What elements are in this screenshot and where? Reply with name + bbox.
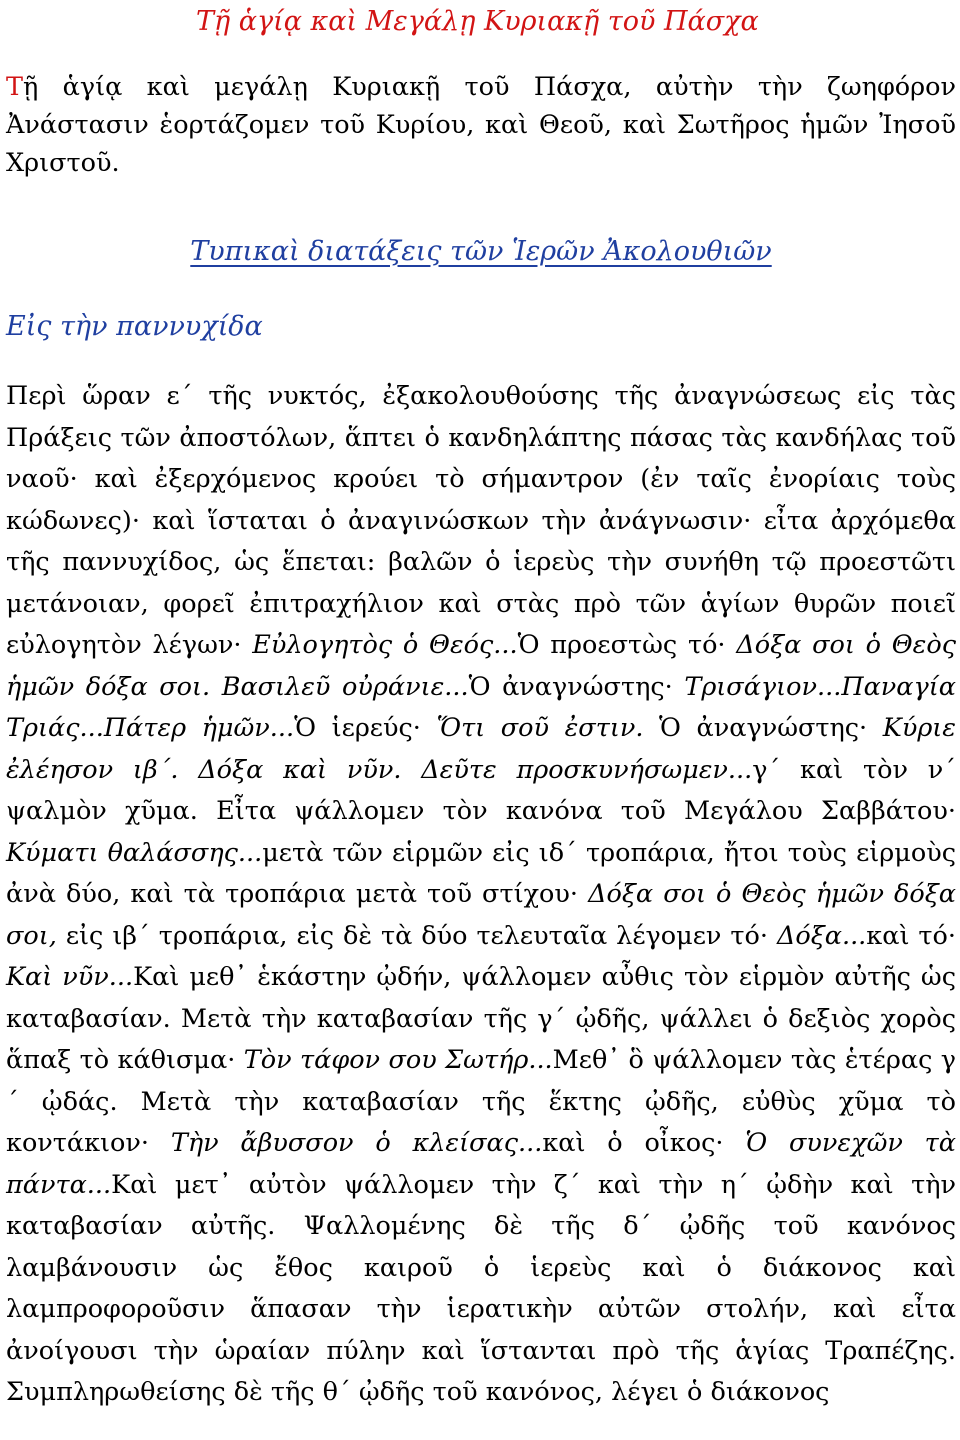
italic-text-run: Τρισάγιον...Παναγία Τριάς...Πάτερ ἡμῶν... bbox=[6, 671, 956, 743]
italic-text-run: Καὶ νῦν... bbox=[6, 962, 134, 992]
italic-text-run: Κύματι θαλάσσης... bbox=[6, 837, 263, 868]
italic-text-run: Τὴν ἄβυσσον ὁ κλείσας... bbox=[170, 1128, 543, 1158]
text-run: Καὶ μεθ᾽ ἑκάστην ᾠδήν, ψάλλομεν αὖθις τὸν εἱρμὸν αὐτῆς ὡς καταβασίαν. Μετὰ τὴν καταβασίαν τῆς γ´ ᾠδῆς, ψάλλει ὁ δεξιὸς χορὸς ἅπαξ τὸ κάθισμα· bbox=[6, 962, 956, 1075]
text-run: γ´ καὶ τὸν ν´ ψαλμὸν χῦμα. Εἶτα ψάλλομεν τὸν κανόνα τοῦ Μεγάλου Σαββάτου· bbox=[6, 754, 956, 826]
text-run: Ὁ ἀναγνώστης· bbox=[468, 671, 685, 702]
text-run: Ὁ ἀναγνώστης· bbox=[643, 713, 883, 743]
section-heading: Εἰς τὴν παννυχίδα bbox=[6, 311, 263, 342]
text-run: Ὁ προεστὼς τό· bbox=[517, 630, 737, 660]
body-paragraph bbox=[6, 376, 956, 1414]
text-run: Καὶ μετ᾽ αὐτὸν ψάλλομεν τὴν ζ´ καὶ τὴν η´ ᾠδὴν καὶ τὴν καταβασίαν αὐτῆς. Ψαλλομένης δὲ τῆς δ´ ᾠδῆς τοῦ κανόνος λαμβάνουσιν ὡς ἔθος καιροῦ ὁ ἱερεὺς καὶ ὁ διάκονος καὶ λαμπροφοροῦσιν ἅπασαν τὴν ἱερατικὴν αὐτῶν στολήν, καὶ εἶτα ἀνοίγουσι τὴν ὡραίαν πύλην καὶ ἵστανται πρὸ τῆς ἁγίας Τραπέζης. Συμπληρωθείσης δὲ τῆς θ´ ᾠδῆς τοῦ κανόνος, λέγει ὁ διάκονος bbox=[6, 1169, 956, 1407]
intro-paragraph bbox=[6, 68, 956, 182]
intro-text: ῇ ἁγίᾳ καὶ μεγάλῃ Κυριακῇ τοῦ Πάσχα, αὐτὴν τὴν ζωηφόρον Ἀνάστασιν ἑορτάζομεν τοῦ Κυρίου, καὶ Θεοῦ, καὶ Σωτῆρος ἡμῶν Ἰησοῦ Χριστοῦ. bbox=[6, 72, 956, 178]
typika-heading: Τυπικαὶ διατάξεις τῶν Ἱερῶν Ἀκολουθιῶν bbox=[190, 236, 772, 267]
italic-text-run: Δόξα σοι ὁ Θεὸς ἡμῶν δόξα σοι. Βασιλεῦ οὐράνιε... bbox=[6, 630, 956, 702]
italic-text-run: Ὅτι σοῦ ἐστιν. bbox=[436, 713, 644, 743]
text-run: Μεθ᾽ ὃ ψάλλομεν τὰς ἑτέρας γ´ ᾠδάς. Μετὰ τὴν καταβασίαν τῆς ἕκτης ᾠδῆς, εὐθὺς χῦμα τὸ κοντάκιον· bbox=[6, 1045, 956, 1158]
italic-text-run: Εὐλογητὸς ὁ Θεός... bbox=[252, 630, 518, 660]
text-run: καὶ ὁ οἶκος· bbox=[542, 1128, 746, 1158]
text-run: καὶ τό· bbox=[866, 920, 956, 951]
document-page bbox=[6, 0, 956, 1414]
text-run: Περὶ ὥραν ε´ τῆς νυκτός, ἐξακολουθούσης τῆς ἀναγνώσεως εἰς τὰς Πράξεις τῶν ἀποστόλων, ἅπτει ὁ κανδηλάπτης πάσας τὰς κανδήλας τοῦ ναοῦ· καὶ ἐξερχόμενος κρούει τὸ σήμαντρον (ἐν ταῖς ἐνορίαις τοὺς κώδωνες)· καὶ ἵσταται ὁ ἀναγινώσκων τὴν ἀνάγνωσιν· εἶτα ἀρχόμεθα τῆς παννυχίδος, ὡς ἕπεται: βαλῶν ὁ ἱερεὺς τὴν συνήθη τῷ προεστῶτι μετάνοιαν, φορεῖ ἐπιτραχήλιον καὶ στὰς πρὸ τῶν ἁγίων θυρῶν ποιεῖ εὐλογητὸν λέγων· bbox=[6, 381, 956, 660]
italic-text-run: Ὁ συνεχῶν τὰ πάντα... bbox=[6, 1128, 956, 1200]
text-run: μετὰ τῶν εἱρμῶν εἰς ιδ´ τροπάρια, ἤτοι τοὺς εἱρμοὺς ἀνὰ δύο, καὶ τὰ τροπάρια μετὰ τοῦ στίχου· bbox=[6, 837, 956, 909]
text-run: Ὁ ἱερεύς· bbox=[294, 713, 437, 743]
page-title: Τῇ ἁγίᾳ καὶ Μεγάλῃ Κυριακῇ τοῦ Πάσχα bbox=[196, 6, 759, 37]
italic-text-run: Κύριε ἐλέησον ιβ´. Δόξα καὶ νῦν. Δεῦτε προσκυνήσωμεν... bbox=[6, 713, 956, 785]
italic-text-run: Τὸν τάφον σου Σωτήρ... bbox=[243, 1045, 553, 1075]
drop-initial: Τ bbox=[6, 72, 24, 102]
italic-text-run: Δόξα... bbox=[776, 920, 867, 951]
italic-text-run: Δόξα σοι ὁ Θεὸς ἡμῶν δόξα σοι, bbox=[6, 879, 956, 951]
text-run: εἰς ιβ´ τροπάρια, εἰς δὲ τὰ δύο τελευταῖα λέγομεν τό· bbox=[56, 920, 777, 951]
